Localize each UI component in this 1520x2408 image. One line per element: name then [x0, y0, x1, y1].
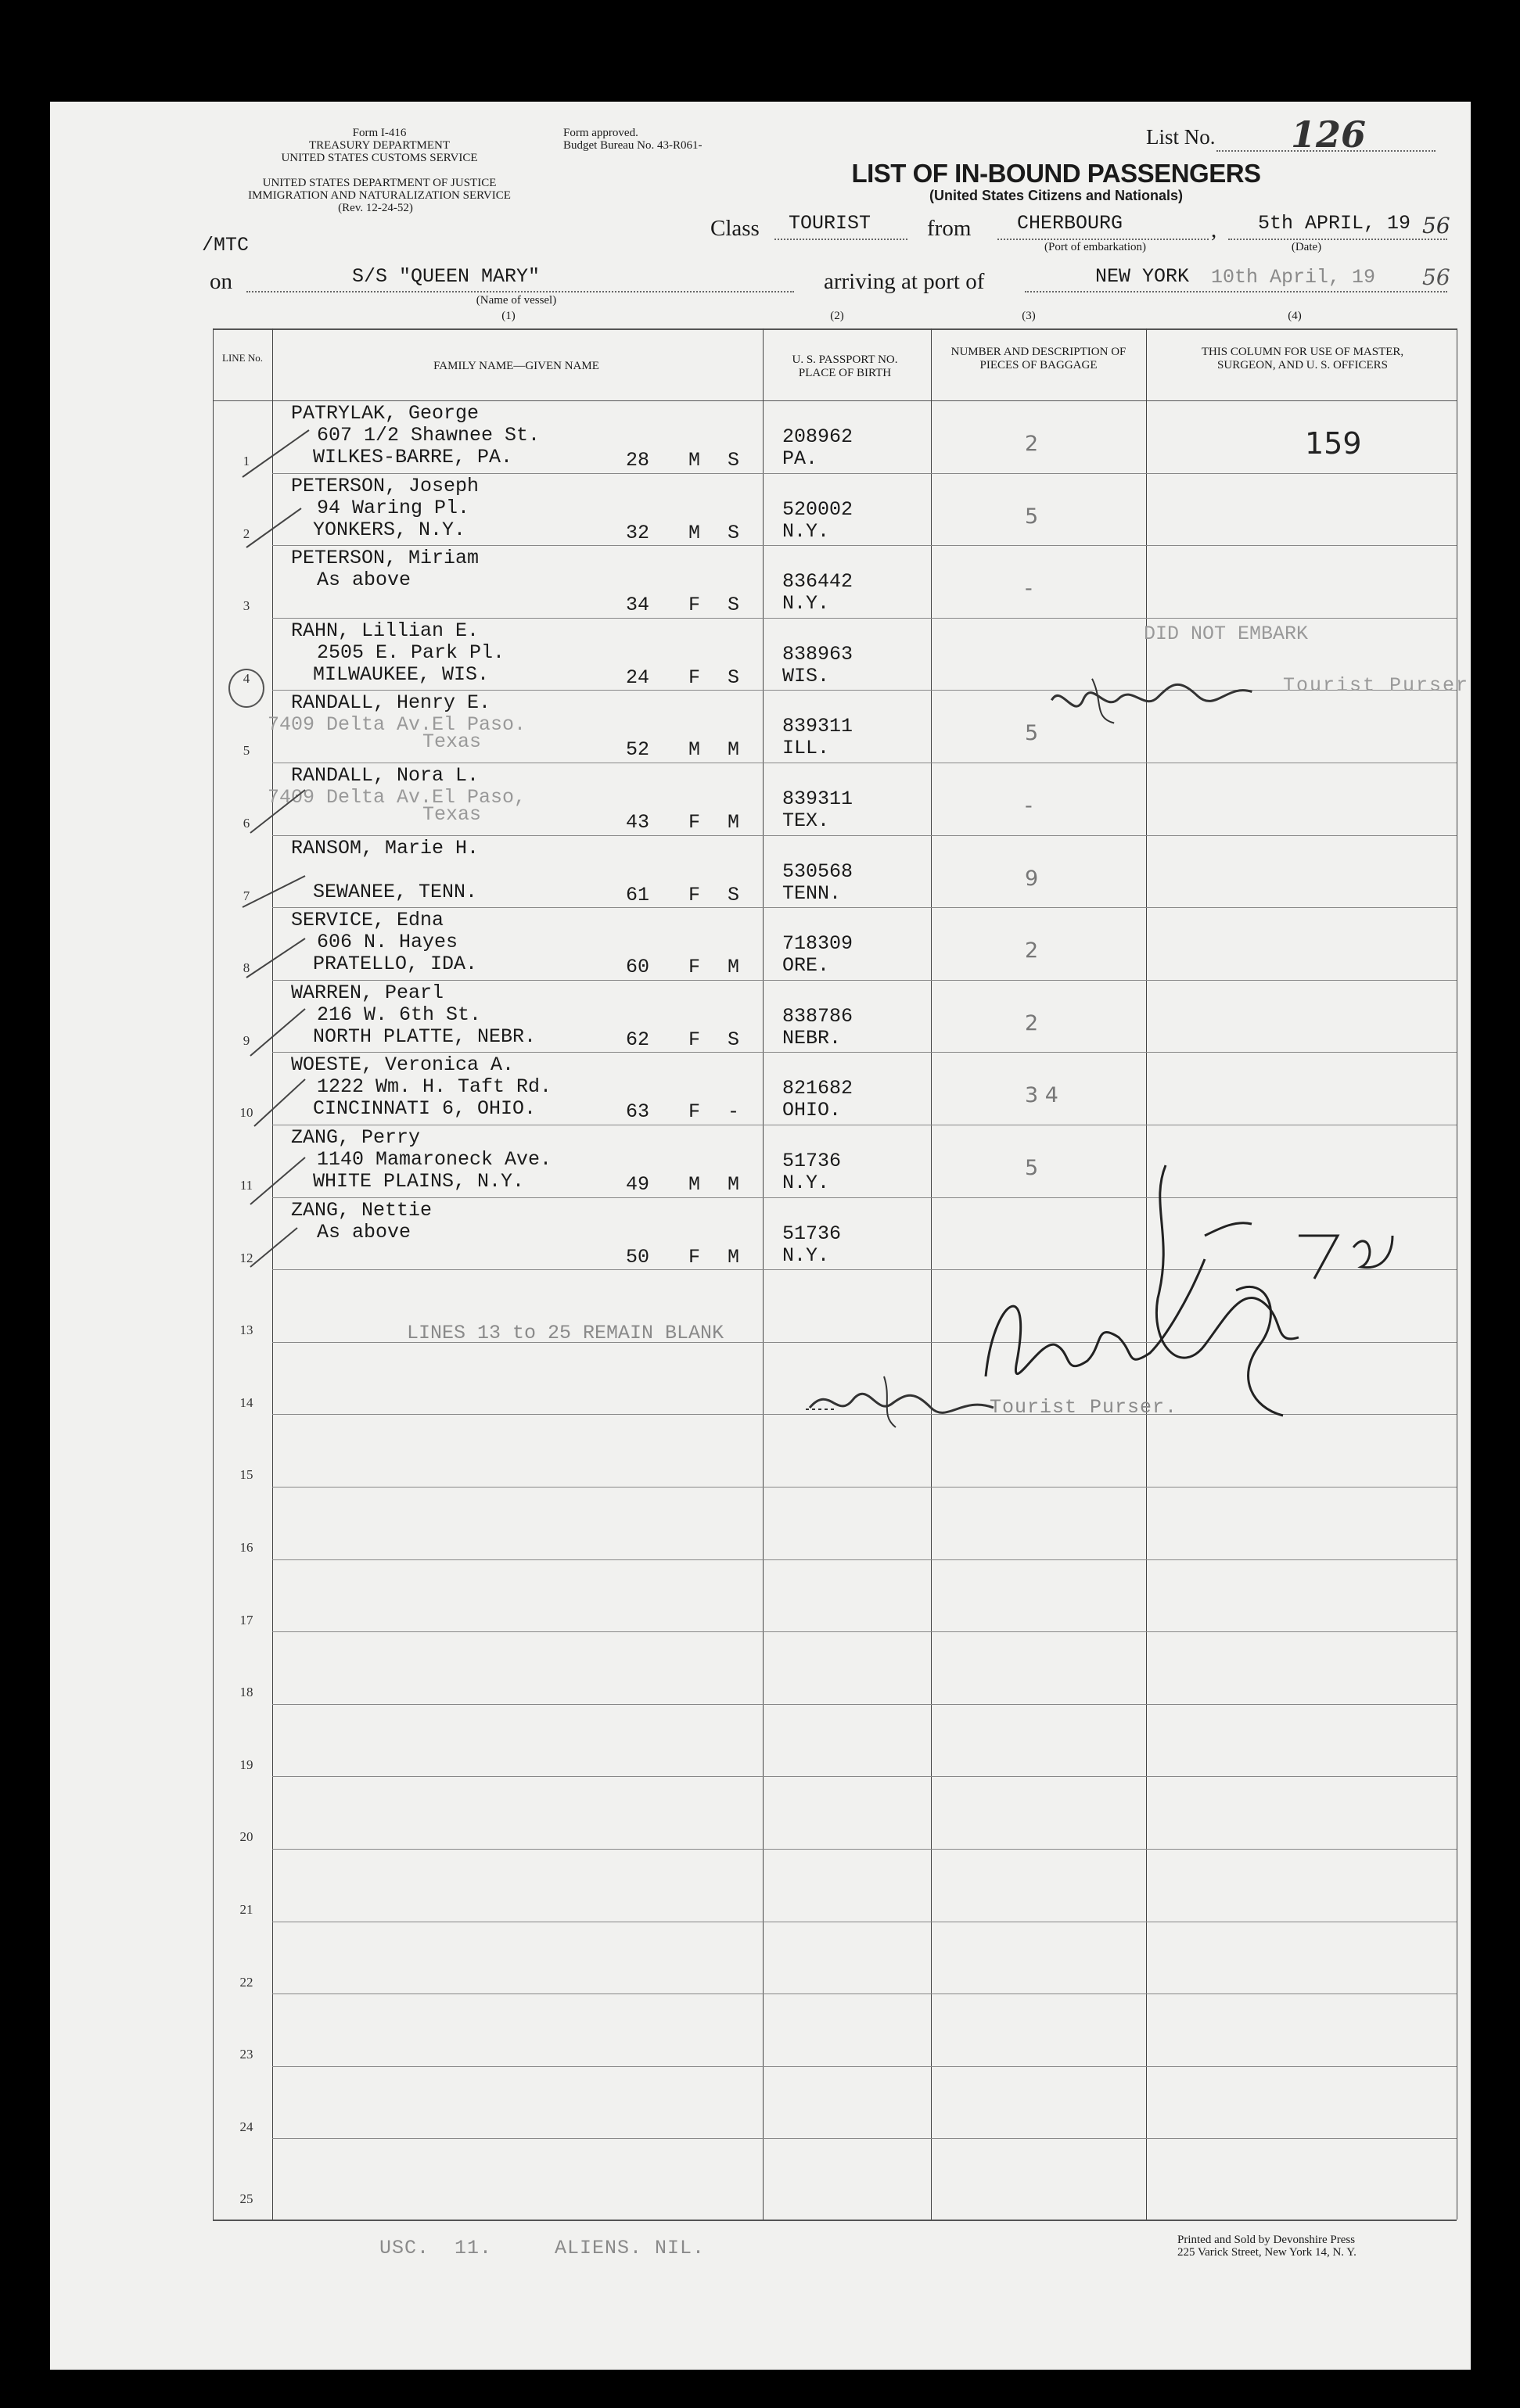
baggage-count: 2	[1025, 432, 1039, 456]
address-line-2: WILKES-BARRE, PA.	[313, 446, 513, 468]
header-officers: THIS COLUMN FOR USE OF MASTER, SURGEON, AND U. S. OFFICERS	[1201, 346, 1404, 371]
age: 50	[626, 1245, 650, 1269]
address-line-2: NORTH PLATTE, NEBR.	[313, 1025, 537, 1048]
passenger-name: ZANG, Perry	[291, 1126, 421, 1149]
dept-customs: UNITED STATES CUSTOMS SERVICE	[281, 152, 478, 164]
form-revision: (Rev. 12-24-52)	[338, 202, 413, 214]
line-number: 20	[239, 1829, 253, 1845]
vessel-col: (1)	[501, 310, 516, 322]
sex: M	[688, 1173, 701, 1196]
line-number: 7	[243, 888, 250, 903]
marital-status: S	[728, 883, 740, 906]
line-number: 2	[243, 526, 250, 541]
embark-caption: (Port of embarkation)	[1044, 241, 1146, 253]
row-separator	[272, 1704, 1457, 1705]
sex: F	[688, 956, 701, 979]
place-of-birth: OHIO.	[782, 1099, 842, 1122]
passenger-name: RANSOM, Marie H.	[291, 836, 480, 859]
row-separator	[272, 1559, 1457, 1560]
address-line-1: 607 1/2 Shawnee St.	[317, 424, 541, 447]
line-number: 4	[243, 670, 250, 686]
class-value: TOURIST	[789, 212, 871, 235]
age: 49	[626, 1173, 650, 1196]
form-number: Form I-416	[352, 127, 407, 139]
list-no-value: 126	[1291, 113, 1367, 156]
row-separator	[272, 907, 1457, 908]
sex: M	[688, 521, 701, 544]
passenger-name: RAHN, Lillian E.	[291, 619, 480, 642]
passport-number: 839311	[782, 788, 853, 810]
did-not-embark: DID NOT EMBARK	[1144, 623, 1309, 645]
marital-status: -	[728, 1100, 740, 1124]
passport-number: 51736	[782, 1222, 842, 1245]
line-number: 10	[239, 1105, 253, 1121]
line-number: 24	[239, 2119, 253, 2134]
line-number: 11	[239, 1178, 253, 1193]
passenger-name: WARREN, Pearl	[291, 981, 444, 1004]
remain-blank-note: LINES 13 to 25 REMAIN BLANK	[407, 1322, 724, 1344]
passenger-name: PETERSON, Joseph	[291, 474, 480, 497]
mtc-mark: /MTC	[202, 234, 250, 257]
marital-status: S	[728, 1028, 740, 1051]
marital-status: M	[728, 738, 740, 762]
age: 34	[626, 594, 650, 617]
address-line-2: MILWAUKEE, WIS.	[313, 662, 490, 686]
header-name: FAMILY NAME—GIVEN NAME	[433, 360, 599, 372]
address-line-1: 7409 Delta Av.El Paso.	[268, 713, 526, 737]
passport-number: 821682	[782, 1077, 853, 1100]
line-number: 13	[239, 1322, 253, 1338]
dept-ins: IMMIGRATION AND NATURALIZATION SERVICE	[248, 189, 511, 202]
age: 28	[626, 449, 650, 472]
passenger-name: PETERSON, Miriam	[291, 547, 480, 570]
arrival-year: 56	[1422, 264, 1450, 290]
embark-line	[997, 239, 1209, 240]
comma: ,	[1211, 217, 1217, 242]
passenger-name: PATRYLAK, George	[291, 402, 480, 425]
age: 60	[626, 956, 650, 979]
place-of-birth: WIS.	[782, 664, 830, 687]
line-number: 19	[239, 1757, 253, 1772]
passenger-name: WOESTE, Veronica A.	[291, 1053, 515, 1077]
address-line-1: As above	[317, 1220, 411, 1243]
row-separator	[272, 835, 1457, 836]
sex: F	[688, 811, 701, 834]
place-of-birth: N.Y.	[782, 1172, 830, 1194]
passport-number: 530568	[782, 859, 853, 883]
marital-status: S	[728, 666, 740, 689]
passenger-name: RANDALL, Nora L.	[291, 764, 480, 787]
line-number: 6	[243, 816, 250, 831]
baggage-count: 3 4	[1025, 1083, 1058, 1108]
baggage-count: -	[1025, 794, 1033, 818]
officer-number: 159	[1305, 426, 1362, 461]
marital-status: M	[728, 956, 740, 979]
address-line-1: As above	[317, 569, 411, 592]
printer-line-2: 225 Varick Street, New York 14, N. Y.	[1177, 2246, 1357, 2259]
line-number: 3	[243, 598, 250, 614]
place-of-birth: N.Y.	[782, 519, 830, 543]
line-number: 21	[239, 1902, 253, 1917]
passport-number: 718309	[782, 932, 853, 956]
line-number: 15	[239, 1467, 253, 1483]
line-number: 14	[239, 1394, 253, 1410]
marital-status: M	[728, 1173, 740, 1196]
header-passport: U. S. PASSPORT NO. PLACE OF BIRTH	[792, 353, 898, 379]
row-separator	[272, 1052, 1457, 1053]
passenger-name: RANDALL, Henry E.	[291, 691, 491, 715]
address-line-2: PRATELLO, IDA.	[313, 953, 478, 976]
dept-treasury: TREASURY DEPARTMENT	[308, 139, 451, 152]
list-no-label: List No.	[1146, 125, 1216, 149]
address-line-1: 7409 Delta Av.El Paso,	[268, 786, 526, 809]
line-number: 1	[243, 454, 250, 468]
address-line-2: Texas	[422, 730, 482, 754]
marital-status: S	[728, 594, 740, 617]
line-number: 18	[239, 1685, 253, 1700]
tourist-purser-1: Tourist Purser	[1283, 674, 1470, 697]
place-of-birth: NEBR.	[782, 1026, 842, 1050]
line-number: 25	[239, 2191, 253, 2207]
sex: F	[688, 666, 701, 689]
address-line-2: Texas	[422, 803, 482, 826]
line-number: 9	[243, 1032, 250, 1048]
age: 61	[626, 883, 650, 906]
form-approved: Form approved.	[563, 127, 638, 139]
arrival-port: NEW YORK	[1095, 265, 1190, 288]
sex: F	[688, 594, 701, 617]
on-label: on	[210, 269, 232, 294]
baggage-count: 5	[1025, 504, 1039, 529]
row-separator	[272, 980, 1457, 981]
place-of-birth: TENN.	[782, 881, 842, 905]
age: 43	[626, 811, 650, 834]
page-title: LIST OF IN-BOUND PASSENGERS	[851, 159, 1261, 188]
printer-line-1: Printed and Sold by Devonshire Press	[1177, 2234, 1356, 2246]
line-number: 23	[239, 2047, 253, 2062]
passport-number: 838963	[782, 642, 853, 666]
page-subtitle: (United States Citizens and Nationals)	[929, 188, 1184, 203]
address-line-1: 216 W. 6th St.	[317, 1003, 482, 1026]
header-baggage: NUMBER AND DESCRIPTION OF PIECES OF BAGGAGE	[950, 346, 1127, 371]
baggage-count: 2	[1025, 938, 1039, 964]
sex: M	[688, 449, 701, 472]
sex: F	[688, 883, 701, 906]
place-of-birth: PA.	[782, 447, 818, 470]
dept-justice: UNITED STATES DEPARTMENT OF JUSTICE	[262, 177, 497, 189]
sex: M	[688, 738, 701, 762]
arriving-label: arriving at port of	[824, 269, 985, 294]
baggage-count: 2	[1025, 1010, 1039, 1035]
row-separator	[272, 1487, 1457, 1488]
passport-number: 836442	[782, 570, 853, 594]
date-caption: (Date)	[1291, 241, 1322, 253]
age: 62	[626, 1028, 650, 1051]
place-of-birth: ILL.	[782, 737, 830, 760]
address-line-2: CINCINNATI 6, OHIO.	[313, 1097, 537, 1121]
sex: F	[688, 1100, 701, 1124]
baggage-count: 5	[1025, 721, 1039, 746]
sex: F	[688, 1028, 701, 1051]
baggage-count: -	[1025, 576, 1033, 601]
date-line	[1228, 239, 1447, 240]
row-separator	[272, 2066, 1457, 2067]
embark-port: CHERBOURG	[1017, 212, 1123, 235]
check-marks	[203, 407, 344, 1298]
address-line-2: WHITE PLAINS, N.Y.	[313, 1170, 525, 1193]
address-line-2: YONKERS, N.Y.	[313, 518, 466, 541]
passenger-name: ZANG, Nettie	[291, 1198, 433, 1222]
sail-year: 56	[1422, 213, 1450, 239]
age: 32	[626, 521, 650, 544]
place-of-birth: ORE.	[782, 954, 830, 978]
arrival-line	[1025, 291, 1447, 292]
address-line-1: 2505 E. Park Pl.	[317, 641, 505, 664]
header-line-no: LINE No.	[222, 352, 263, 364]
passenger-name: SERVICE, Edna	[291, 909, 444, 932]
arrival-date: 10th April, 19	[1211, 266, 1376, 289]
age: 24	[626, 666, 650, 689]
row-separator	[272, 1776, 1457, 1777]
passport-number: 839311	[782, 715, 853, 738]
line-number: 12	[239, 1250, 253, 1265]
line-number: 16	[239, 1540, 253, 1555]
class-line	[774, 239, 907, 240]
marital-status: S	[728, 521, 740, 544]
vessel-name: S/S "QUEEN MARY"	[352, 265, 541, 288]
marital-status: M	[728, 1245, 740, 1269]
marital-status: S	[728, 449, 740, 472]
address-line-1: 1140 Mamaroneck Ave.	[317, 1148, 552, 1171]
row-separator	[272, 618, 1457, 619]
row-separator	[272, 1631, 1457, 1632]
line-number: 17	[239, 1612, 253, 1627]
address-line-1: 1222 Wm. H. Taft Rd.	[317, 1075, 552, 1099]
row-separator	[272, 1849, 1457, 1850]
row-separator	[272, 545, 1457, 546]
line-number: 5	[243, 743, 250, 759]
sex: F	[688, 1245, 701, 1269]
address-line-1: 94 Waring Pl.	[317, 496, 470, 519]
footer-aliens: USC. 11. ALIENS. NIL.	[379, 2237, 706, 2259]
passport-number: 838786	[782, 1004, 853, 1028]
place-of-birth: TEX.	[782, 809, 830, 832]
address-line-1: 606 N. Hayes	[317, 931, 458, 954]
baggage-count: 9	[1025, 866, 1039, 891]
place-of-birth: N.Y.	[782, 592, 830, 615]
from-label: from	[927, 216, 972, 241]
class-label: Class	[710, 216, 760, 241]
row-separator	[272, 2138, 1457, 2139]
budget-bureau: Budget Bureau No. 43-R061-	[563, 139, 703, 152]
tourist-purser-2: Tourist Purser.	[990, 1396, 1178, 1419]
address-line-2: SEWANEE, TENN.	[313, 880, 478, 903]
passport-number: 51736	[782, 1150, 842, 1172]
marital-status: M	[728, 811, 740, 834]
age: 63	[626, 1100, 650, 1124]
row-separator	[272, 473, 1457, 474]
passport-number: 208962	[782, 425, 853, 448]
vessel-caption: (Name of vessel)	[476, 294, 557, 307]
place-of-birth: N.Y.	[782, 1243, 830, 1267]
line-number: 22	[239, 1974, 253, 1990]
col-3: (3)	[1022, 310, 1036, 322]
vessel-line	[246, 291, 794, 292]
col-4: (4)	[1288, 310, 1302, 322]
col-2: (2)	[830, 310, 844, 322]
baggage-count: 5	[1025, 1156, 1039, 1180]
passport-number: 520002	[782, 497, 853, 521]
officer-signature	[970, 1142, 1408, 1443]
line-number: 8	[243, 960, 250, 976]
sail-date: 5th APRIL, 19	[1258, 212, 1411, 235]
age: 52	[626, 738, 650, 762]
